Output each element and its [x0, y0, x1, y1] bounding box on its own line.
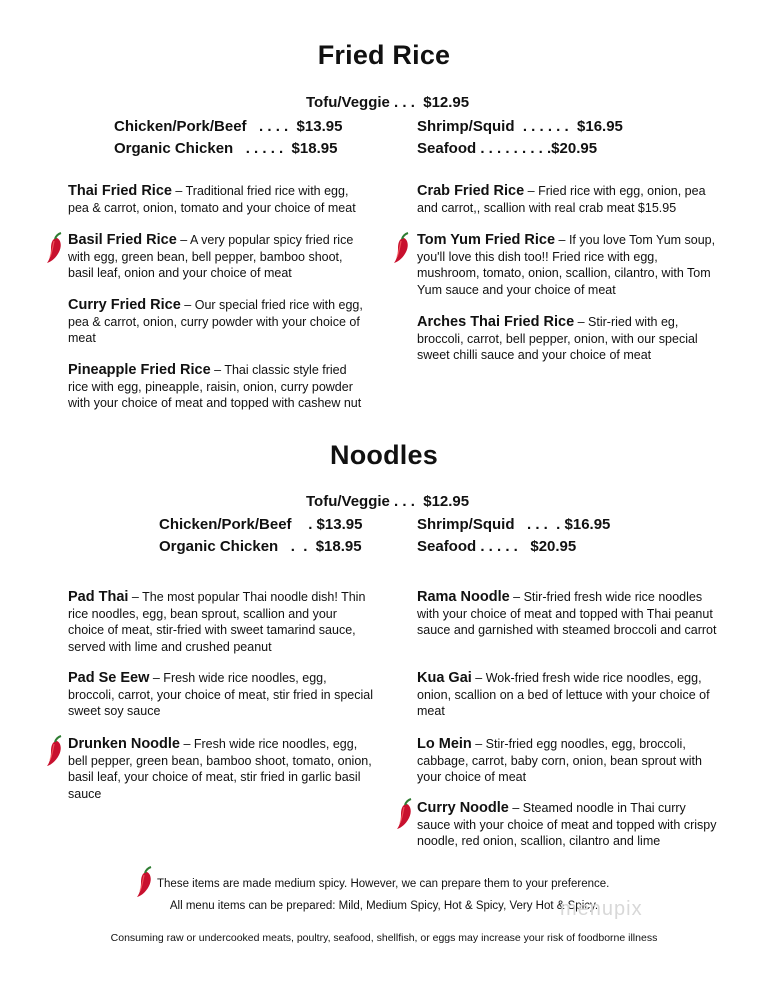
- menu-item: [417, 589, 722, 639]
- spice-levels-note: All menu items can be prepared: Mild, Medium Spicy, Hot & Spicy, Very Hot & Spicy.: [169, 900, 599, 912]
- fried-rice-price-organic: Organic Chicken . . . . . $18.95: [114, 140, 338, 157]
- menu-item: [417, 670, 722, 720]
- item-desc: – Traditional fried rice with egg, pea & carrot, onion, tomato and your choice of meat: [68, 184, 356, 215]
- item-name: Tom Yum Fried Rice: [417, 232, 556, 248]
- item-name: Crab Fried Rice: [417, 183, 525, 199]
- item-name: Pad Se Eew: [68, 670, 150, 686]
- item-desc: – Fresh wide rice noodles, egg, broccoli, carrot, your choice of meat, stir fried in special sweet soy sauce: [68, 671, 373, 718]
- menu-item: [417, 736, 722, 786]
- menu-item: [417, 314, 722, 364]
- fried-rice-price-seafood: Seafood . . . . . . . . .$20.95: [417, 140, 598, 157]
- item-desc: – Stir-ried with eg, broccoli, carrot, bell pepper, onion, with our special sweet chilli sauce and your choice of meat: [417, 315, 698, 362]
- item-name: Pad Thai: [68, 589, 129, 605]
- menu-item: [68, 297, 368, 347]
- item-desc: – Fried rice with egg, onion, pea and carrot,, scallion with real crab meat $15.95: [417, 184, 706, 215]
- item-name: Lo Mein: [417, 736, 472, 752]
- item-name: Pineapple Fried Rice: [68, 362, 211, 378]
- item-name: Basil Fried Rice: [68, 232, 177, 248]
- item-desc: – Stir-fried egg noodles, egg, broccoli, cabbage, carrot, baby corn, onion, bean sprout with your choice of meat: [417, 737, 702, 784]
- item-name: Kua Gai: [417, 670, 472, 686]
- item-desc: – Thai classic style fried rice with egg, pineapple, raisin, onion, curry powder with your choice of meat and topped with cashew nut: [68, 363, 362, 410]
- menu-item: [68, 232, 368, 282]
- item-desc: – Steamed noodle in Thai curry sauce with your choice of meat and topped with crispy noodle, red onion, scallion, cilantro and lime: [417, 801, 717, 848]
- noodles-price-organic: Organic Chicken . . $18.95: [159, 538, 362, 555]
- menu-item: [68, 589, 373, 655]
- noodles-price-shrimp: Shrimp/Squid . . . . $16.95: [417, 516, 611, 533]
- menu-item: [68, 736, 373, 802]
- noodles-price-seafood: Seafood . . . . . $20.95: [417, 538, 577, 555]
- item-desc: – The most popular Thai noodle dish! Thin rice noodles, egg, bean sprout, scallion and your choice of meat, stir-fried with sweet tamarind sauce, served with lime and crushed peanut: [68, 590, 366, 654]
- item-desc: – If you love Tom Yum soup, you'll love this dish too!! Fried rice with egg, mushroom, tomato, onion, scallion, cilantro, with Tom Yum sauce and your choice of meat: [417, 233, 716, 297]
- watermark: menupix: [560, 898, 643, 920]
- fried-rice-price-shrimp: Shrimp/Squid . . . . . . $16.95: [417, 118, 623, 135]
- item-desc: – Stir-fried fresh wide rice noodles with your choice of meat and topped with Thai peanut sauce and garnished with steamed broccoli and carrot: [417, 590, 717, 637]
- menu-item: [417, 183, 722, 216]
- spicy-note: These items are made medium spicy. However, we can prepare them to your preference.: [157, 878, 610, 890]
- item-name: Drunken Noodle: [68, 736, 180, 752]
- menu-item: [68, 362, 368, 412]
- noodles-price-chicken: Chicken/Pork/Beef . $13.95: [159, 516, 363, 533]
- chili-pepper-icon: [135, 866, 155, 898]
- fried-rice-price-chicken: Chicken/Pork/Beef . . . . $13.95: [114, 118, 343, 135]
- item-name: Rama Noodle: [417, 589, 510, 605]
- chili-pepper-icon: [45, 232, 65, 264]
- noodles-title: Noodles: [330, 440, 438, 470]
- menu-item: [417, 232, 722, 298]
- chili-pepper-icon: [392, 232, 412, 264]
- fried-rice-title: Fried Rice: [317, 40, 451, 70]
- item-name: Curry Noodle: [417, 800, 509, 816]
- menu-item: [68, 670, 373, 720]
- item-desc: – Fresh wide rice noodles, egg, bell pepper, green bean, bamboo shoot, tomato, onion, basil leaf, your choice of meat, stir fried in garlic basil sauce: [68, 737, 372, 801]
- chili-pepper-icon: [395, 798, 415, 830]
- item-name: Curry Fried Rice: [68, 297, 181, 313]
- fried-rice-price-tofu: Tofu/Veggie . . . $12.95: [306, 94, 470, 111]
- menu-item: [68, 183, 368, 216]
- item-name: Arches Thai Fried Rice: [417, 314, 575, 330]
- item-desc: – A very popular spicy fried rice with egg, green bean, bell pepper, bamboo shoot, basil leaf, onion and your choice of meat: [68, 233, 354, 280]
- noodles-price-tofu: Tofu/Veggie . . . $12.95: [306, 493, 470, 510]
- item-desc: – Our special fried rice with egg, pea & carrot, onion, curry powder with your choice of meat: [68, 298, 363, 345]
- foodborne-warning: Consuming raw or undercooked meats, poultry, seafood, shellfish, or eggs may increase your risk of foodborne illness: [110, 932, 658, 944]
- item-desc: – Wok-fried fresh wide rice noodles, egg, onion, scallion on a bed of lettuce with your choice of meat: [417, 671, 710, 718]
- chili-pepper-icon: [45, 735, 65, 767]
- menu-item: [417, 800, 722, 850]
- item-name: Thai Fried Rice: [68, 183, 172, 199]
